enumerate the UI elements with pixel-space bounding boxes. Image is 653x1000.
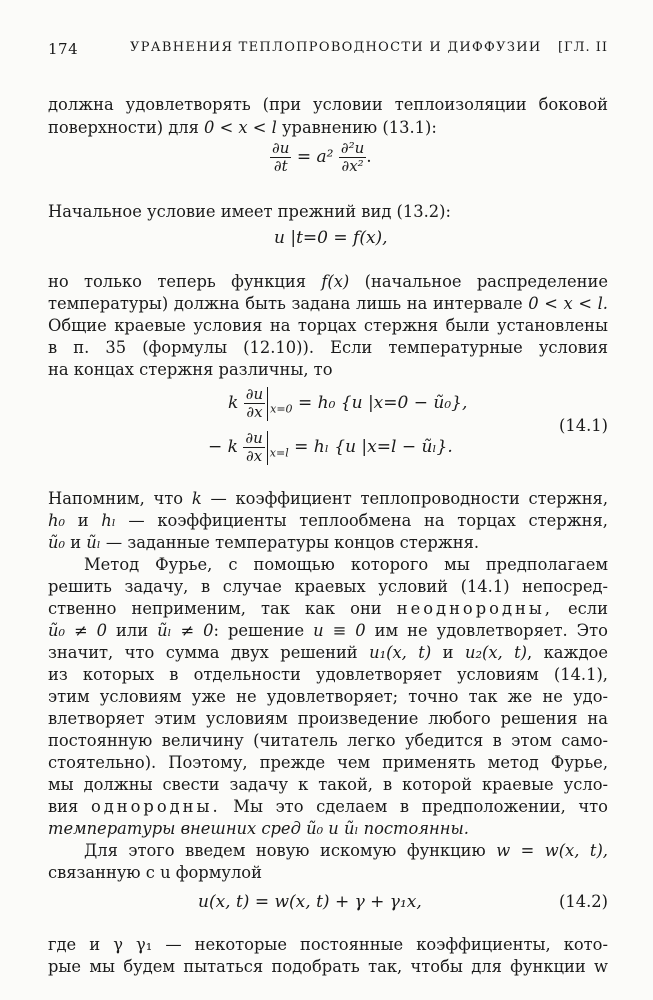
text-line: температуры внешних сред ũ₀ и ũₗ постоянны. — [48, 819, 469, 838]
text-line: Начальное условие имеет прежний вид (13.2): — [48, 202, 451, 221]
text-line: на концах стержня различны, то — [48, 360, 333, 379]
equation-number: (14.1) — [559, 416, 608, 435]
text-line: h₀ и hₗ — коэффициенты теплообмена на торцах стержня, — [48, 511, 608, 530]
text-line: влетворяет этим условиям произведение любого решения на — [48, 709, 608, 728]
page-number: 174 — [48, 40, 79, 58]
text-line: Напомним, что k — коэффициент теплопроводности стержня, — [48, 489, 608, 508]
text-line: мы должны свести задачу к такой, в которой краевые усло- — [48, 775, 608, 794]
text-line: должна удовлетворять (при условии теплоизоляции боковой — [48, 95, 608, 114]
text-line: где и γ γ₁ — некоторые постоянные коэффициенты, кото- — [48, 935, 608, 954]
book-page — [48, 0, 608, 1000]
substitution-equation: u(x, t) = w(x, t) + γ + γ₁x, — [198, 892, 422, 912]
boundary-condition-1: k $\frac{\partial u}{\partial x}$ $_{x=0}$ = h₀ {u |x=0 − ũ₀}, — [228, 385, 468, 421]
text-line: в п. 35 (формулы (12.10)). Если температурные условия — [48, 338, 608, 357]
text-line: этим условиям уже не удовлетворяет; точно так же не удо- — [48, 687, 608, 706]
running-header — [48, 40, 608, 64]
text-line: Метод Фурье, с помощью которого мы предполагаем — [84, 555, 608, 574]
text-line: поверхности) для 0 < x < l уравнению (13.1): — [48, 118, 437, 137]
text-line: Для этого введем новую искомую функцию w = w(x, t), — [84, 841, 608, 860]
text-line: связанную с u формулой — [48, 863, 262, 882]
text-line: ственно неприменим, так как они неоднородны, если — [48, 599, 608, 618]
text-line: Общие краевые условия на торцах стержня были установлены — [48, 316, 608, 335]
text-line: ũ₀ и ũₗ — заданные температуры концов стержня. — [48, 533, 480, 552]
text-line: но только теперь функция f(x) (начальное распределение — [48, 272, 608, 291]
text-line: температуры) должна быть задана лишь на интервале 0 < x < l. — [48, 294, 608, 313]
text-line: из которых в отдельности удовлетворяет условиям (14.1), — [48, 665, 608, 684]
heat-equation: $\frac{\partial u}{\partial t}$ = a² $\frac{\text{∂²u}}{\text{∂x²}}$ . — [272, 139, 372, 175]
chapter-label: [ГЛ. II — [557, 40, 608, 55]
text-line: решить задачу, в случае краевых условий (14.1) непосред- — [48, 577, 608, 596]
equation-number: (14.2) — [559, 892, 608, 911]
initial-condition: u |t=0 = f(x), — [274, 228, 388, 248]
text-line: постоянную величину (читатель легко убедится в этом само- — [48, 731, 608, 750]
text-line: стоятельно). Поэтому, прежде чем применять метод Фурье, — [48, 753, 608, 772]
text-line: значит, что сумма двух решений u₁(x, t) и u₂(x, t), каждое — [48, 643, 608, 662]
boundary-condition-2: − k $\frac{\partial u}{\partial x}$ $_{x=l}$ = hₗ {u |x=l − ũₗ}. — [208, 429, 453, 465]
text-line: вия однородны. Мы это сделаем в предположении, что — [48, 797, 608, 816]
running-title: УРАВНЕНИЯ ТЕПЛОПРОВОДНОСТИ И ДИФФУЗИИ — [130, 40, 542, 55]
text-line: рые мы будем пытаться подобрать так, чтобы для функции w — [48, 957, 608, 976]
text-line: ũ₀ ≠ 0 или ũₗ ≠ 0: решение u ≡ 0 им не удовлетворяет. Это — [48, 621, 608, 640]
